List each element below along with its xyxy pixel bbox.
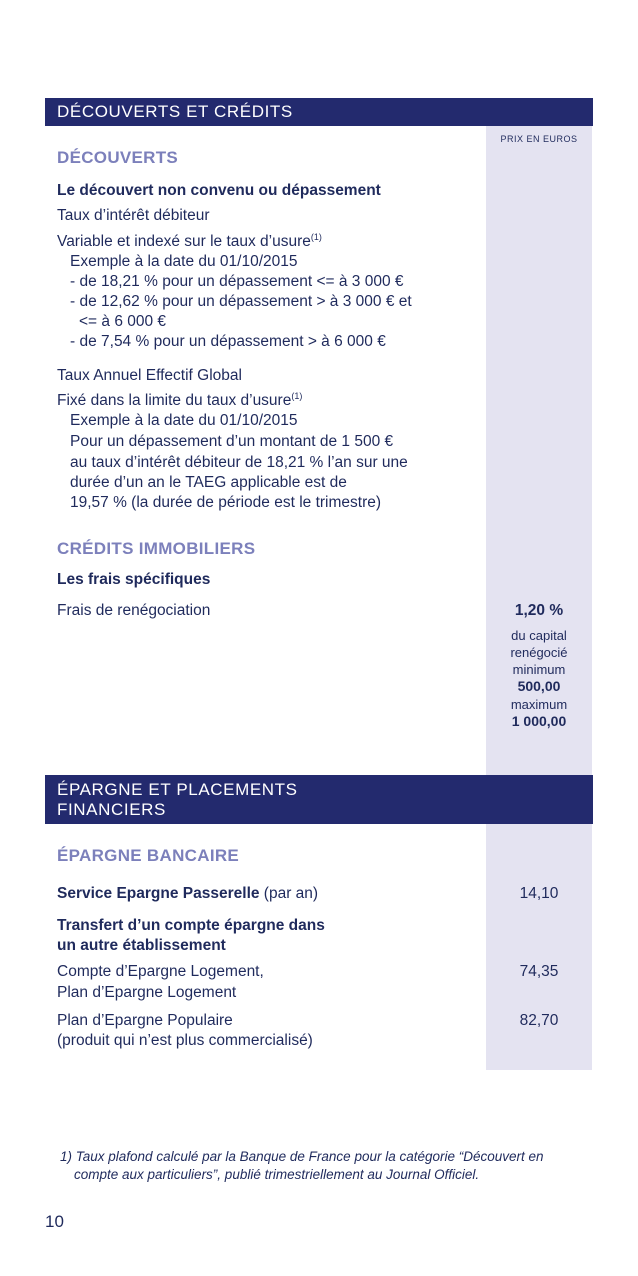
subheading-decouvert: Le découvert non convenu ou dépassement [57,182,381,199]
page-number: 10 [45,1212,64,1231]
item-pep: Plan d’Epargne Populaire [57,1012,233,1029]
section-heading-decouverts: DÉCOUVERTS [57,148,179,167]
section-band-decouverts-credits [45,98,593,126]
rate-description [57,232,322,252]
price-cel-pel: 74,35 [519,963,559,980]
item-frais-renegociation: Frais de renégociation [57,602,211,619]
taeg-example-line: au taux d’intérêt débiteur de 18,21 % l’an sur une [70,454,408,471]
price-service-passerelle: 14,10 [519,885,559,902]
item-service-epargne-passerelle [57,884,318,904]
item-cel-pel: Compte d’Epargne Logement, [57,963,264,980]
rate-tier: - de 12,62 % pour un dépassement > à 3 000 € et [70,293,412,310]
rate-tier: - de 18,21 % pour un dépassement <= à 3 000 € [70,273,404,290]
price-note: du capital [511,628,567,643]
item-cel-pel: Plan d’Epargne Logement [57,984,237,1001]
price-pep: 82,70 [519,1012,559,1029]
section-heading-credits-immobiliers: CRÉDITS IMMOBILIERS [57,539,256,558]
transfer-heading: un autre établissement [57,937,226,954]
taeg-example-line: durée d’un an le TAEG applicable est de [70,474,347,491]
section-heading-epargne-bancaire: ÉPARGNE BANCAIRE [57,846,240,865]
price-min-label: minimum [512,662,566,677]
item-pep: (produit qui n’est plus commercialisé) [57,1032,313,1049]
service-label: Service Epargne Passerelle [57,885,260,902]
rate-tier: <= à 6 000 € [79,313,167,330]
band-title-line2: FINANCIERS [57,800,166,819]
section-band-epargne [45,775,593,824]
price-max-value: 1 000,00 [511,713,567,729]
price-rate: 1,20 % [514,602,564,619]
taeg-description-text: Fixé dans la limite du taux d’usure [57,392,292,409]
band-title: DÉCOUVERTS ET CRÉDITS [57,102,293,121]
service-suffix: (par an) [259,885,319,902]
price-min-value: 500,00 [517,678,561,694]
taeg-example-line: 19,57 % (la durée de période est le trimestre) [70,494,382,511]
transfer-heading: Transfert d’un compte épargne dans [57,917,325,934]
taeg-title: Taux Annuel Effectif Global [57,367,242,384]
footnote-ref: (1) [310,231,322,242]
footnote-line: compte aux particuliers”, publié trimestriellement au Journal Officiel. [74,1167,480,1182]
price-note: renégocié [510,645,568,660]
price-column-header: PRIX EN EUROS [500,134,578,144]
price-column-bg-bottom [486,824,592,1070]
price-max-label: maximum [510,697,568,712]
rate-title: Taux d’intérêt débiteur [57,207,210,224]
subheading-frais-specifiques: Les frais spécifiques [57,571,211,588]
taeg-example-line: Exemple à la date du 01/10/2015 [70,412,298,429]
band-title-line1: ÉPARGNE ET PLACEMENTS [57,780,298,799]
footnote-ref: (1) [291,390,303,401]
footnote-line: 1) Taux plafond calculé par la Banque de France pour la catégorie “Découvert en [60,1149,544,1164]
example-date: Exemple à la date du 01/10/2015 [70,253,298,270]
rate-tier: - de 7,54 % pour un dépassement > à 6 000 € [70,333,386,350]
taeg-example-line: Pour un dépassement d’un montant de 1 500 € [70,433,394,450]
rate-description-text: Variable et indexé sur le taux d’usure [57,233,311,250]
taeg-description [57,391,302,411]
